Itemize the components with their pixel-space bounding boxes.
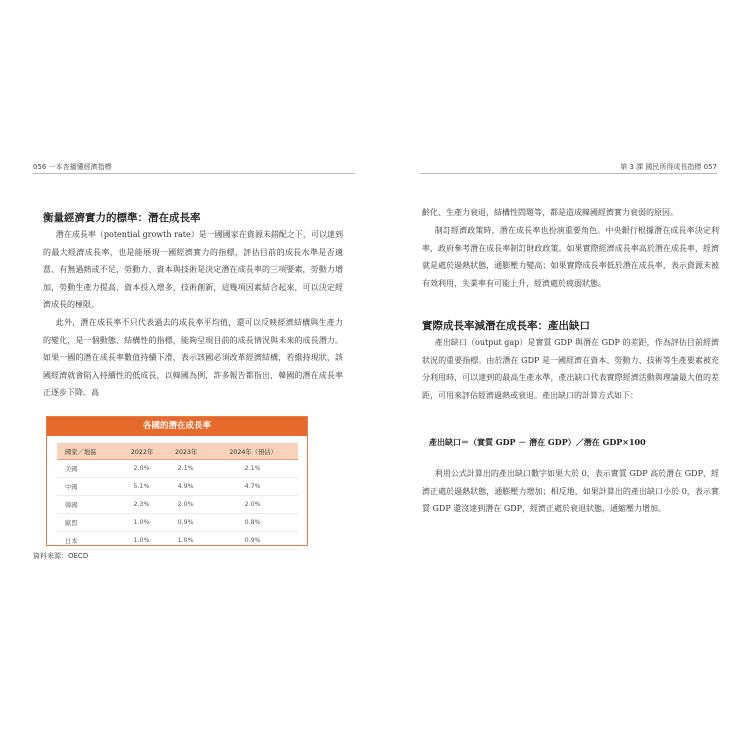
table-cell: 1.0% <box>164 532 208 550</box>
table-cell: 2.1% <box>208 460 298 478</box>
table-cell: 中國 <box>57 478 120 496</box>
table-cell: 1.0% <box>120 532 164 550</box>
table-row <box>57 532 298 550</box>
table-source-note: 資料來源：OECD <box>33 552 89 560</box>
table-cell: 歐盟 <box>57 514 120 532</box>
table-title: 各國的潛在成長率 <box>47 417 307 436</box>
table-row <box>57 514 298 532</box>
right-running-head: 第 3 課 國民所得成長指標 057 <box>620 163 717 171</box>
table-cell: 2.3% <box>120 496 164 514</box>
table-header-row <box>57 443 298 460</box>
table-cell: 2.1% <box>164 460 208 478</box>
table-cell: 美國 <box>57 460 120 478</box>
table-header-cell: 2022年 <box>120 443 164 460</box>
right-page <box>375 0 750 750</box>
table-cell: 4.7% <box>208 478 298 496</box>
output-gap-formula: 產出缺口＝（實質 GDP － 潛在 GDP）／潛在 GDP×100 <box>429 437 646 447</box>
table-cell: 韓國 <box>57 496 120 514</box>
right-paragraph-interpretation: 利用公式計算出的產出缺口數字如果大於 0，表示實質 GDP 高於潛在 GDP，經濟正處於過熱狀態，通膨壓力增加；相反地，如果計算出的產出缺口小於 0，表示實質 GDP 還沒達到潛在 GDP，經濟正處於衰退狀態，通縮壓力增加。 <box>422 469 719 514</box>
left-paragraph-2: 此外，潛在成長率不只代表過去的成長率平均值，還可以反映經濟結構與生產力的變化，是一個動態、結構性的指標，能夠呈現目前的成長情況與未來的成長潛力。如果一國的潛在成長率數值持續下滑，表示該國必須改革經濟結構，若維持現狀，該國經濟就會陷入持續性的低成長，以韓國為例，許多報告都指出，韓國的潛在成長率正逐步下降。高 <box>43 318 343 398</box>
right-paragraph-continued: 齡化、生產力衰退，結構性問題等，都是造成韓國經濟實力衰弱的原因。 <box>422 208 678 217</box>
growth-rate-table <box>57 443 298 550</box>
table-cell: 日本 <box>57 532 120 550</box>
table-header-cell: 國家／地區 <box>57 443 120 460</box>
table-row <box>57 478 298 496</box>
left-running-head: 056 一本杏播懂經濟指標 <box>33 163 112 171</box>
table-cell: 2.0% <box>208 496 298 514</box>
right-section-heading: 實際成長率減潛在成長率：產出缺口 <box>422 320 590 332</box>
table-cell: 0.9% <box>164 514 208 532</box>
table-row <box>57 460 298 478</box>
table-row <box>57 496 298 514</box>
right-header-rule <box>420 173 717 174</box>
growth-rate-table-box <box>46 416 308 546</box>
table-cell: 4.9% <box>164 478 208 496</box>
table-cell: 0.9% <box>208 532 298 550</box>
table-header-cell: 2023年 <box>164 443 208 460</box>
left-section-heading: 衡量經濟實力的標準：潛在成長率 <box>43 212 201 224</box>
table-cell: 1.0% <box>120 514 164 532</box>
left-paragraph-1: 潛在成長率（potential growth rate）是一國國家在資源未錯配之下，可以達到的最大經濟成長率，也是能展現一國經濟實力的指標，評估目前的成長水準是否適當、有無過熱或不足，勞動力、資本與技術是決定潛在成長率的三項要素，勞動力增加，勞動生產力提高，資本投入增多，技術創新，這幾項因素結合起來，可以決定經濟成長的極限。 <box>43 230 343 310</box>
table-header-cell: 2024年（預估） <box>208 443 298 460</box>
table-cell: 5.1% <box>120 478 164 496</box>
left-header-rule <box>33 173 355 174</box>
table-cell: 0.8% <box>208 514 298 532</box>
right-paragraph-policy: 制訂經濟政策時，潛在成長率也扮演重要角色。中央銀行根據潛在成長率決定利率，政府參考潛在成長率制訂財政政策。如果實際經濟成長率高於潛在成長率，經濟就是處於過熱狀態，通膨壓力變高；如果實際成長率低於潛在成長率，表示資源未被有效利用，失業率有可能上升，經濟處於疲弱狀態。 <box>422 226 719 288</box>
table-cell: 2.0% <box>120 460 164 478</box>
right-paragraph-output-gap: 產出缺口（output gap）是實質 GDP 與潛在 GDP 的差距，作為評估目前經濟狀況的重要指標。由於潛在 GDP 是一國經濟在資本、勞動力、技術等生產要素被充分利用時，可以達到的最高生產水準，產出缺口代表實際經濟活動與理論最大值的差距，可用來評估經濟過熱或衰退。產出缺口的計算方式如下： <box>422 338 719 400</box>
table-cell: 2.0% <box>164 496 208 514</box>
